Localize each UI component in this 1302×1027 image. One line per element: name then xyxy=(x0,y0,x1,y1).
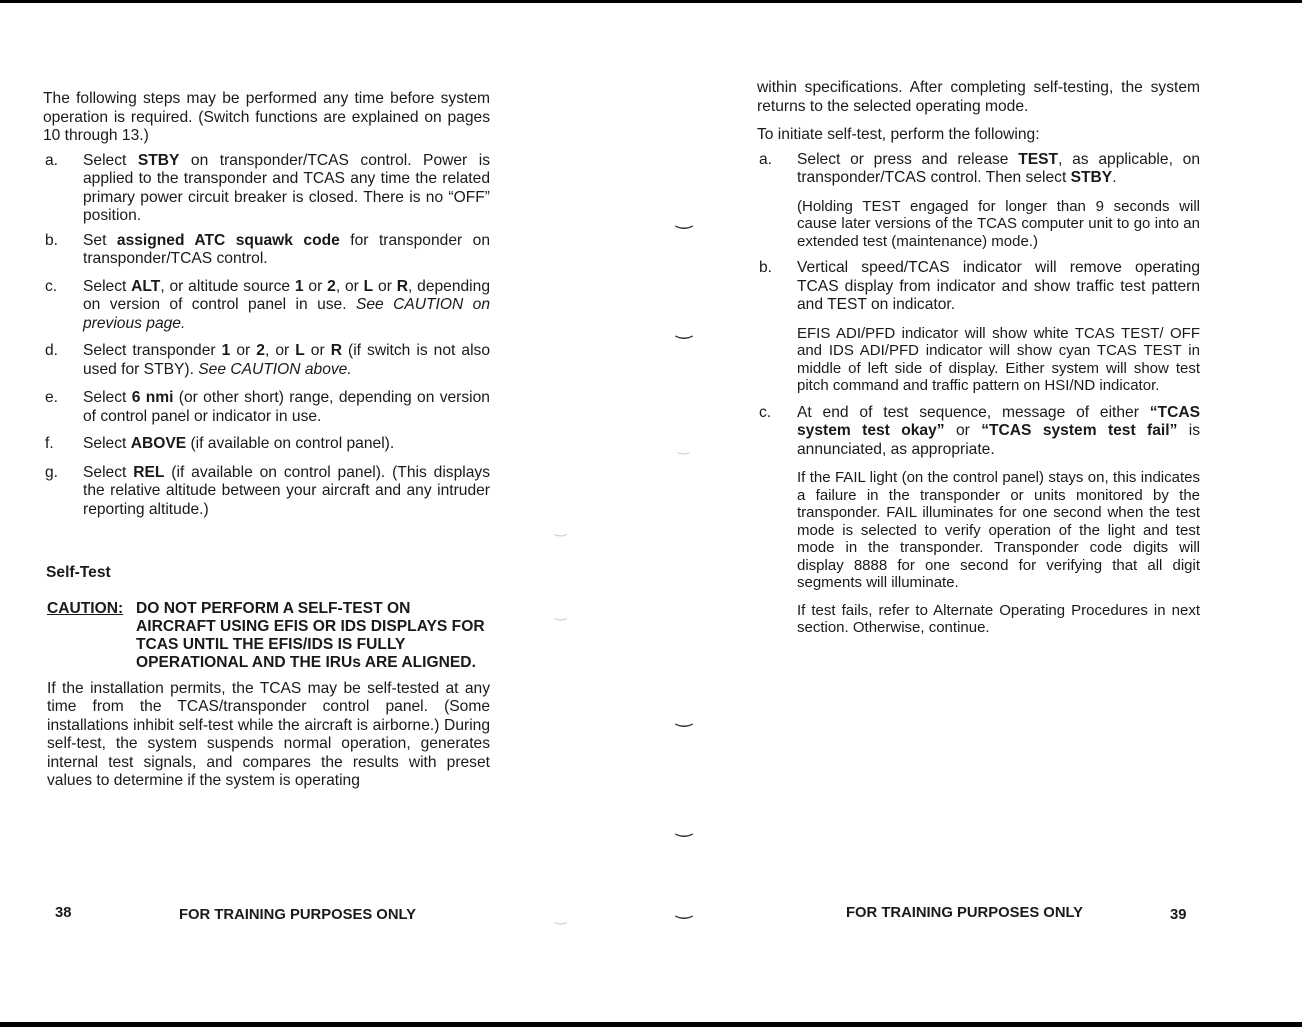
step-b: b. Set assigned ATC squawk code for transponder on transponder/TCAS control. xyxy=(45,231,490,267)
step-e: e. Select 6 nmi (or other short) range, depending on version of control panel or indicator in use. xyxy=(45,389,490,425)
left-page xyxy=(43,90,490,791)
intro-paragraph: The following steps may be performed any time before system operation is required. (Switch functions are explained on pages 10 through 13.) xyxy=(43,90,490,144)
right-footer: FOR TRAINING PURPOSES ONLY xyxy=(846,905,1084,921)
step-f: f. Select ABOVE (if available on control panel). xyxy=(45,435,395,452)
gutter-mark: ‿ xyxy=(676,207,693,229)
gutter-mark: ‿ xyxy=(555,908,567,924)
step-d: d. Select transponder 1 or 2, or L or R (if switch is not also used for STBY). See CAUTION above. xyxy=(45,342,490,378)
left-footer: FOR TRAINING PURPOSES ONLY xyxy=(179,907,417,923)
left-page-number: 38 xyxy=(55,905,72,921)
right-page xyxy=(757,79,1200,637)
gutter-mark: ‿ xyxy=(676,815,693,837)
gutter-mark: ‿ xyxy=(676,705,693,727)
gutter-mark: ‿ xyxy=(678,438,690,454)
note-a: (Holding TEST engaged for longer than 9 seconds will cause later versions of the TCAS computer unit to go into an extended test (maintenance) mode.) xyxy=(797,197,1200,250)
selftest-step-b: b. Vertical speed/TCAS indicator will remove operating TCAS display from indicator and show traffic test pattern and TEST on indicator. xyxy=(759,259,1200,313)
right-page-number: 39 xyxy=(1170,907,1187,923)
step-c: c. Select ALT, or altitude source 1 or 2, or L or R, depending on version of control panel in use. See CAUTION on previous page. xyxy=(45,277,491,332)
top-border xyxy=(0,0,1302,3)
note-b: EFIS ADI/PFD indicator will show white TCAS TEST/ OFF and IDS ADI/PFD indicator will show cyan TCAS TEST in middle of left side of display. Either system will show test pitch command and traffic pattern on HSI/ND indicator. xyxy=(797,324,1200,394)
selftest-step-a: a. Select or press and release TEST, as applicable, on transponder/TCAS control. Then select STBY. xyxy=(759,150,1200,186)
step-a: a. Select STBY on transponder/TCAS control. Power is applied to the transponder and TCAS any time the related primary power circuit breaker is closed. There is no “OFF” position. xyxy=(45,151,490,224)
gutter-mark: ‿ xyxy=(676,897,693,919)
selftest-step-c: c. At end of test sequence, message of either “TCAS system test okay” or “TCAS system test fail” is annunciated, as appropriate. xyxy=(759,403,1201,458)
selftest-paragraph: If the installation permits, the TCAS may be self-tested at any time from the TCAS/transponder control panel. (Some installations inhibit self-test while the aircraft is airborne.) During self-test, the system suspends normal operation, generates internal test signals, and compares the results with preset values to determine if the system is operating xyxy=(47,679,490,789)
continuation-paragraph: within specifications. After completing self-testing, the system returns to the selected operating mode. xyxy=(757,79,1200,115)
step-g: g. Select REL (if available on control panel). (This displays the relative altitude between your aircraft and any intruder reporting altitude.) xyxy=(45,463,490,518)
gutter-mark: ‿ xyxy=(555,520,567,536)
bottom-border xyxy=(0,1022,1302,1027)
initiate-line: To initiate self-test, perform the following: xyxy=(757,126,1040,143)
gutter-mark: ‿ xyxy=(555,604,567,620)
note-c1: If the FAIL light (on the control panel) stays on, this indicates a failure in the transponder or units monitored by the transponder. FAIL illuminates for one second when the test mode is selected to verify operation of the light and test mode in the transponder. Transponder code digits will display 8888 for one second for verifying that all digit segments will illuminate. xyxy=(797,469,1200,591)
section-title: Self-Test xyxy=(46,564,111,581)
caution-label: CAUTION: xyxy=(47,599,124,617)
note-c2: If test fails, refer to Alternate Operating Procedures in next section. Otherwise, continue. xyxy=(797,601,1200,636)
caution-text: DO NOT PERFORM A SELF-TEST ON AIRCRAFT USING EFIS OR IDS DISPLAYS FOR TCAS UNTIL THE EFIS/IDS IS FULLY OPERATIONAL AND THE IRUs ARE ALIGNED. xyxy=(136,599,485,671)
gutter-mark: ‿ xyxy=(676,317,693,339)
caution-block xyxy=(43,600,490,672)
